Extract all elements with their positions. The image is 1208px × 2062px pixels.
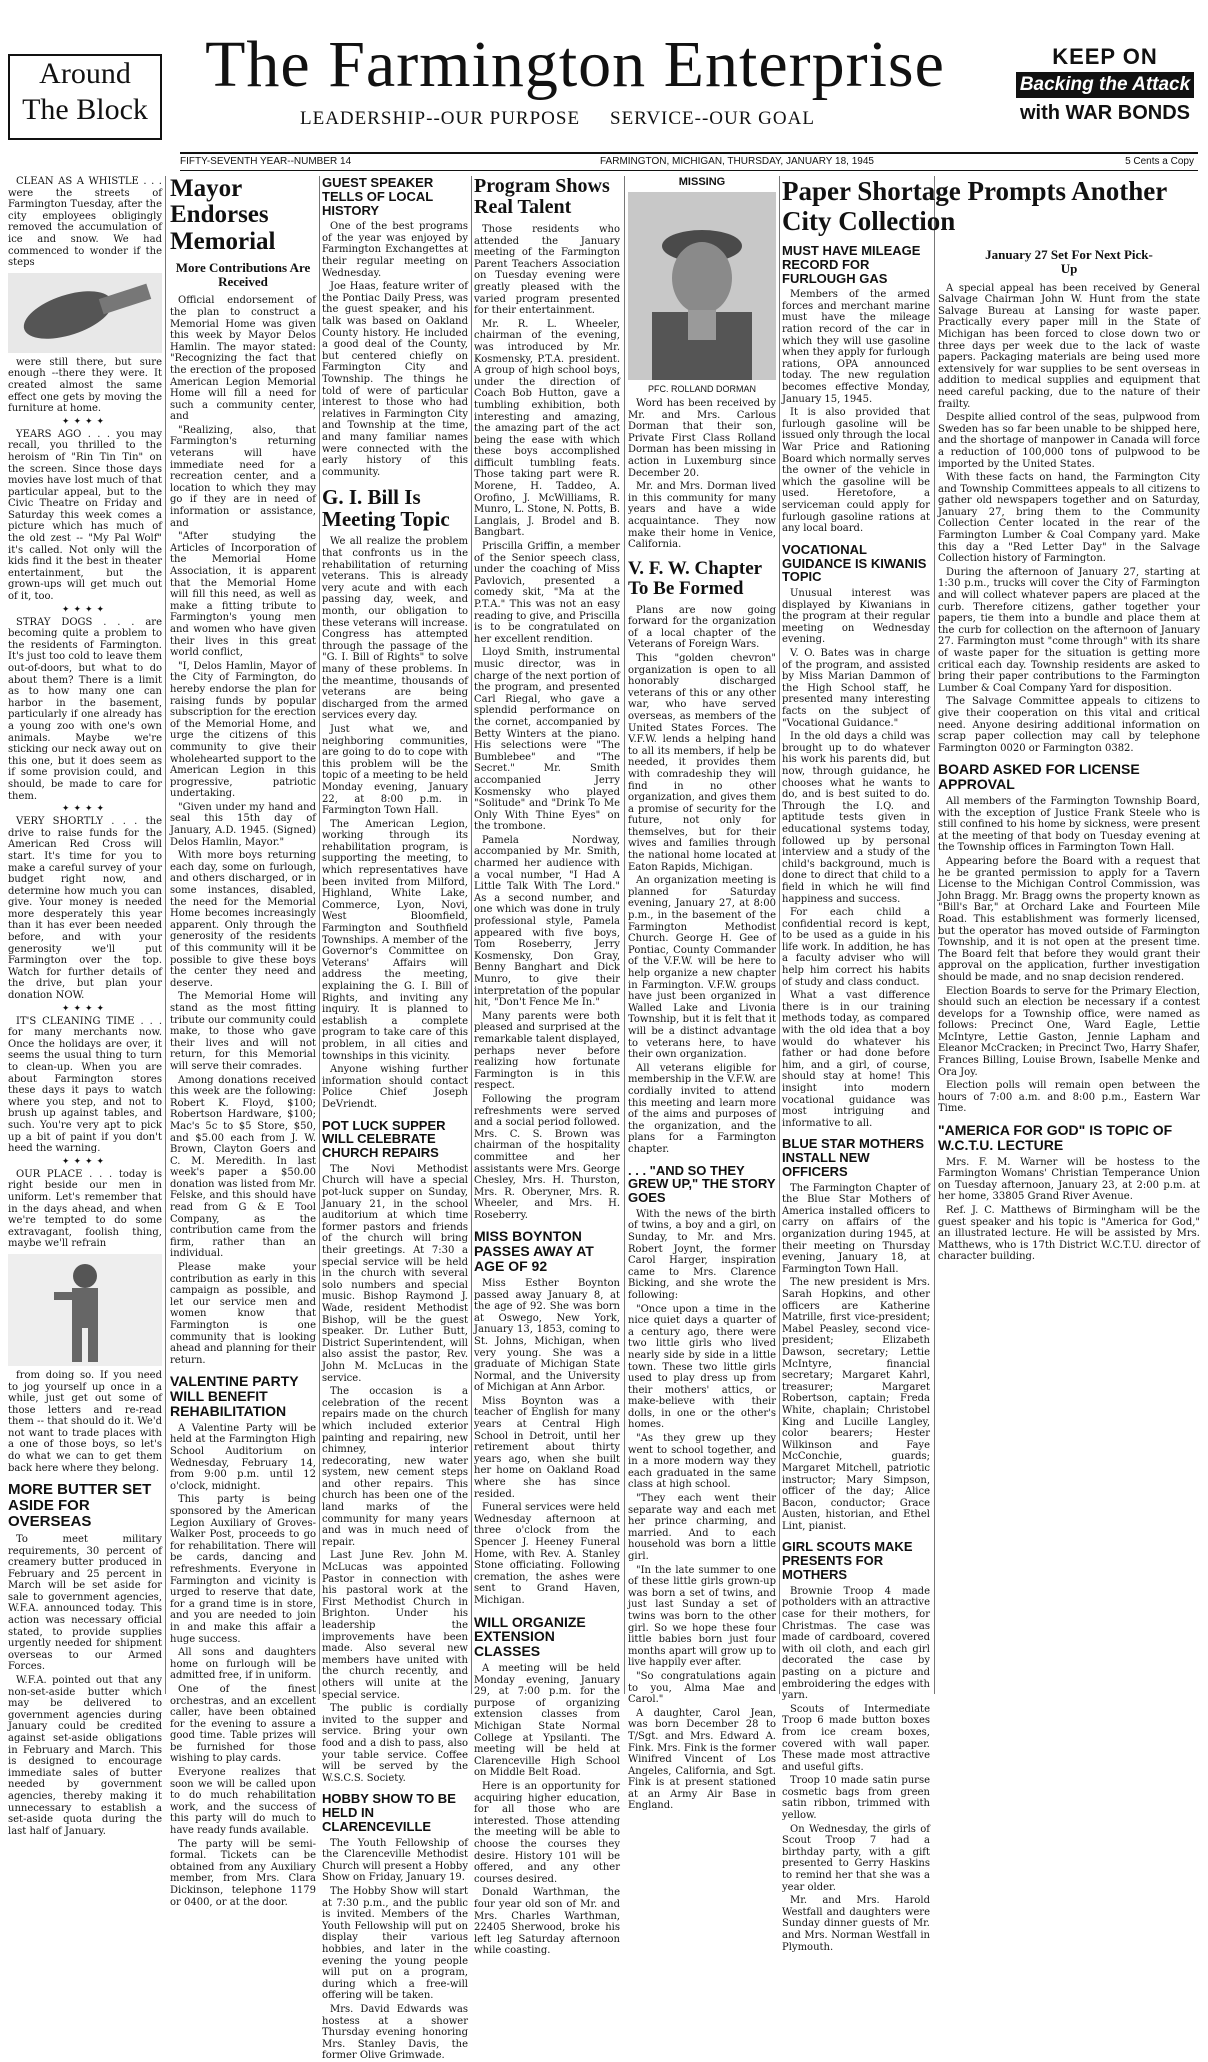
headline-girl-scouts: GIRL SCOUTS MAKE PRESENTS FOR MOTHERS [782,1539,913,1583]
soldier-illustration [8,1254,162,1366]
column-rule [471,176,472,1694]
wctu-paragraph: Mrs. F. M. Warner will be hostess to the Farmington Womans' Christian Temperance Union on Tuesday afternoon, January 23, at 2:00 p.m. at her home, 33805 Grand River Avenue. [938,1156,1200,1203]
around-item-cleaning: IT'S CLEANING TIME . . . for many merchants now. Once the holidays are over, it seems the usual thing to turn to clean-up. When you are about Farmington stores these days it pays to watch where you step, and not to brush up against tables, and such. You're very apt to pick up a bit of paint if you don't heed the warning. [8,1015,162,1155]
war-bonds-ear [1010,44,1200,142]
vfw-paragraph: All veterans eligible for membership in the V.F.W. are cordially invited to attend this meeting and learn more of the aims and purposes of the organization, and the plans for a Farmington chapter. [628,1062,776,1155]
dorman-paragraph: Word has been received by Mr. and Mrs. Carlous Dorman that their son, Private First Class Rolland Dorman has been missing in action in Luxemburg since December 20. [628,398,776,479]
grew-up-paragraph: With the news of the birth of twins, a boy and a girl, on Sunday, to Mr. and Mrs. Robert Joynt, the former Carol Harger, inspiration came to Mrs. Clarence Bicking, and she wrote the following: [628,1208,776,1301]
program-paragraph: Mr. R. L. Wheeler, chairman of the evening, was introduced by Mr. Kosmensky, P.T.A. president. A group of high school boys, under the direction of Coach Bob Hutton, gave a tumbling exhibition, both interesting and amazing, the amazing part of the act being the ease with which these boys accomplished difficult tumbling feats. Those taking part were R. Morene, H. Taddeo, A. Orofino, J. McWilliams, R. Munro, L. Stone, N. Potts, B. Langlais, J. Brodel and B. Bangbart. [474,318,620,539]
headline-more-butter: MORE BUTTER SET ASIDE FOR OVERSEAS [8,1481,152,1531]
divider-stars: ✦✦✦✦ [61,416,109,427]
headline-gi-bill: G. I. Bill Is Meeting Topic [322,485,450,532]
headline-board-license: BOARD ASKED FOR LICENSE APPROVAL [938,761,1140,793]
headline-pot-luck: POT LUCK SUPPER WILL CELEBRATE CHURCH REPAIRS [322,1117,446,1161]
whistle-icon [8,273,162,353]
column-missing-vfw [628,176,776,1812]
headline-paper-shortage: Paper Shortage Prompts Another City Collection [782,176,1167,236]
column-mileage-kiwanis [782,243,930,1953]
program-paragraph: Priscilla Griffin, a member of the Senior speech class, under the coaching of Miss Pavlovich, presented a comedy skit, "Ma at the P.T.A." This was not an easy reading to give, and Priscilla is to be congratulated on her excellent rendition. [474,541,621,645]
dateline-center: FARMINGTON, MICHIGAN, THURSDAY, JANUARY 18, 1945 [600,156,874,167]
headline-vfw-chapter: V. F. W. Chapter To Be Formed [628,557,762,599]
pot-luck-paragraph: Last June Rev. John M. McLucas was appointed Pastor in connection with his pastoral work at the First Methodist Church in Brighton. Under his leadership the improvements have been made. Also several new members have united with the church recently, and others will unite at the special service. [322,1550,468,1701]
headline-valentine-party: VALENTINE PARTY WILL BENEFIT REHABILITATION [170,1373,299,1420]
gi-bill-paragraph: Just what we, and neighboring communities, are going to do to cope with this problem will be the topic of a meeting to be held Monday evening, January 22, at 8:00 p.m. in Farmington Town Hall. [322,723,468,817]
column-rule [165,176,166,1694]
soldier-icon [8,1254,162,1366]
divider-stars: ✦✦✦✦ [61,804,109,815]
girl-scouts-paragraph: Brownie Troop 4 made potholders with an attractive case for their mothers, for Christmas. The case was made of cardboard, covered with oil cloth, and each girl decorated the case by pasting on a picture and embroidering the edges with yarn. [782,1585,930,1702]
mileage-paragraph: Members of the armed forces and merchant marine must have the mileage ration record of the car in which they will use gasoline when they apply for furlough rations, OPA announced today. The new regulation becomes effective Monday, January 15, 1945. [782,289,930,405]
valentine-paragraph: All sons and daughters home on furlough will be admitted free, if in uniform. [170,1647,316,1682]
motto-right: SERVICE--OUR GOAL [610,108,815,129]
program-paragraph: Lloyd Smith, instrumental music director, was in charge of the next portion of the program, and presented Carl Riegal, who gave a splendid performance on the cornet, accompanied by Betty Winters at the piano. His selections were "The Bumblebee" and "The Secret." Mr. Smith accompanied Jerry Kosmensky who played "Solitude" and "Drink To Me Only With Thine Eyes" on the trombone. [474,647,620,833]
paper-paragraph: With these facts on hand, the Farmington City and Township Committees appeals to all citizens to gather old newspapers together and on Saturday, January 27, bring them to the Community Collection Center located in the rear of the Farmington Lumber & Coal Company yard. Make this day a "Red Letter Day" in the Salvage Collection history of Farmington. [938,472,1200,565]
girl-scouts-paragraph: Troop 10 made satin purse cosmetic bags from green satin ribbon, trimmed with yellow. [782,1775,930,1822]
kiwanis-paragraph: What a vast difference there is in our training methods today, as compared with the old idea that a boy would do whatever his father or had done before him, and a girl, of course, should stay at home! This insight into modern vocational guidance was most intriguing and informative to all. [782,990,930,1129]
gi-bill-paragraph: We all realize the problem that confronts us in the rehabilitation of returning veterans. This is already very acute and with each passing day, week, and month, our obligation to these veterans will increase. Congress has attempted through the passage of the "G. I. Bill of Rights" to solve many of these problems. In the meantime, thousands of veterans are being discharged from the armed services every day. [322,536,468,722]
around-item-red-cross: VERY SHORTLY . . . the drive to raise funds for the American Red Cross will start. It's time for you to make a careful survey of your budget right now, and determine how much you can give. Your money is needed more desperately this year than it has ever been needed before, and with your generosity we'll put Farmington over the top. Watch for further details of the drive, but plan your donation NOW. [8,816,162,1002]
extension-paragraph: Donald Warthman, the four year old son of Mr. and Mrs. Charles Warthman, 22405 Sherwood, broke his left leg Saturday afternoon while coasting. [474,1887,620,1957]
newspaper-title: The Farmington Enterprise [205,28,945,101]
column-rule [624,176,625,1694]
around-item-stray-dogs: STRAY DOGS . . . are becoming quite a problem to the residents of Farmington. It's just too cold to leave them out-of-doors, but what to do about them? There is a limit as to how many one can harbor in the basement, particularly if one already has a young zoo with one's own animals. Maybe we're sticking our neck away out on this one, but it does seem as if some provision could, and should, be made to care for them. [8,616,162,802]
headline-grew-up: . . . "AND SO THEY GREW UP," THE STORY GOES [628,1162,776,1206]
headline-vocational-guidance: VOCATIONAL GUIDANCE IS KIWANIS TOPIC [782,541,927,585]
around-item-steps: were still there, but sure enough --there they were. It created almost the same effect one gets by moving the furniture at home. [8,356,162,415]
program-paragraph: Many parents were both pleased and surprised at the remarkable talent displayed, perhaps never before realizing how fortunate Farmington is in this respect. [474,1010,620,1092]
around-item-clean: CLEAN AS A WHISTLE . . . were the streets of Farmington Tuesday, after the city employees obligingly removed the accumulation of ice and snow. We had commenced to wonder if the steps [8,176,162,269]
vfw-paragraph: This "golden chevron" organization is open to all honorably discharged veterans of this or any other war, who have served overseas, as members of the United States Forces. The V.F.W. lends a helping hand to all its members, if help be needed, it provides them with comradeship they will find in no other organization, and gives them a promise of security for the future, not only for themselves, but for their wives and families through the national home located at Eaton Rapids, Michigan. [628,652,776,873]
kiwanis-paragraph: V. O. Bates was in charge of the program, and assisted by Miss Marian Dammon of the High School staff, he presented many interesting facts on the subject of "Vocational Guidance." [782,648,930,729]
around-item-our-place: OUR PLACE . . . today is right beside our men in uniform. Let's remember that in the days ahead, and when we're tempted to do some extravagant, foolish thing, maybe we'll refrain [8,1168,162,1250]
memorial-paragraph: "Realizing, also, that Farmington's returning veterans will have immediate need for a recreation center, and a location to which they may go if they are in need of information or assistance, and [170,424,316,529]
memorial-paragraph: The Memorial Home will stand as the most fitting tribute our community could make, to those who gave their lives and will not return, for this Memorial will serve their comrades. [170,991,316,1072]
whistle-illustration [8,273,162,353]
hobby-paragraph: Mrs. David Edwards was hostess at a shower Thursday evening honoring Mrs. Stanley Davis, the former Olive Grimwade. [322,2003,468,2062]
ear-line-1: KEEP ON [1052,44,1158,69]
masthead [0,0,1208,160]
column-mayor-memorial [170,175,316,1908]
column-rule [934,176,935,1694]
headline-mileage-record: MUST HAVE MILEAGE RECORD FOR FURLOUGH GAS [782,243,921,286]
girl-scouts-paragraph: Scouts of Intermediate Troop 6 made button boxes from ice cream boxes, covered with wall paper. These made most attractive and useful gifts. [782,1703,930,1773]
around-item-years-ago: YEARS AGO . . . you may recall, you thrilled to the heroism of "Rin Tin Tin" on the screen. Since those days movies have lost much of that particular appeal, but to the Civic Theatre on Friday and Saturday this week comes a picture which has much of the old zest -- "My Pal Wolf" it's called. Not only will the kids find it the best in theater entertainment, but the grown-ups will get much out of it, too. [8,428,162,603]
valentine-paragraph: This party is being sponsored by the American Legion Auxiliary of Groves-Walker Post, proceeds to go for rehabilitation. There will be cards, dancing and refreshments. Everyone in Farmington and vicinity is urged to reserve that date, for a grand time is in store, and you are needed to join in and make this affair a huge success. [170,1494,316,1645]
memorial-paragraph: "After studying the Articles of Incorporation of the Memorial Home Association, it is apparent that the Memorial Home will fill this need, as well as make a fitting tribute to Farmington's young men and women who have given their lives in this great world conflict, [170,531,316,659]
memorial-paragraph: "Given under my hand and seal this 15th day of January, A.D. 1945. (Signed) Delos Hamlin, Mayor." [170,801,316,848]
paper-paragraph: A special appeal has been received by General Salvage Chairman John W. Hunt from the state Salvage Bureau at Lansing for waste paper. Practically every paper mill in the State of Michigan has been forced to close down two or three days per week due to the lack of waste papers. Packaging materials are being used more extensively for war supplies to be sent overseas in addition to medical supplies and equipment that need careful packing, due to the nature of their frailty. [938,282,1200,410]
gi-bill-paragraph: Anyone wishing further information should contact Police Chief Joseph DeVriendt. [322,1064,468,1110]
around-the-block-box [8,54,162,140]
pot-luck-paragraph: The occasion is a celebration of the recent repairs made on the church which included exterior painting and repairing, new chimney, interior redecorating, new water system, new cement steps and other repairs. This church has been one of the land marks of the community for many years and was in much need of repair. [322,1386,468,1548]
divider-stars: ✦✦✦✦ [61,604,109,615]
program-paragraph: Following the program refreshments were served and a social period followed. Mrs. C. S. Brown was chairman of the hospitality committee and her assistants were Mrs. George Chesley, Mrs. H. Thurston, Mrs. R. Oberyner, Mrs. R. Wheeler, and Mrs. H. Roseberry. [474,1093,620,1221]
headline-extension-classes: WILL ORGANIZE EXTENSION CLASSES [474,1613,586,1660]
column-program-talent [474,175,621,1957]
blue-star-paragraph: The Farmington Chapter of the Blue Star Mothers of America installed officers to carry on affairs of the organization during 1945, at their meeting on Thursday evening, January 18, at Farmington Town Hall. [782,1182,930,1275]
dateline [180,152,1198,171]
butter-paragraph-1: To meet military requirements, 30 percent of creamery butter produced in February and 25 percent in March will be set aside for sale to government agencies, W.F.A. announced today. This action was necessary official stated, to provide supplies urgently needed for shipment overseas to our Armed Forces. [8,1533,162,1673]
board-paragraph: Election polls will remain open between the hours of 7:00 a.m. and 8:00 p.m., Eastern War Time. [938,1080,1200,1115]
grew-up-paragraph: "Once upon a time in the nice quiet days a quarter of a century ago, there were two little girls who lived nearly side by side in a little town. These two little girls used to play dress up from their mothers' attics, or make-believe with their dolls, in one or the other's homes. [628,1303,776,1431]
divider-stars: ✦✦✦✦ [61,1156,109,1167]
program-paragraph: Those residents who attended the January meeting of the Farmington Parent Teachers Association on Tuesday evening were greatly pleased with the varied program presented for their entertainment. [474,224,620,317]
dateline-right: 5 Cents a Copy [1125,156,1194,167]
headline-america-for-god: "AMERICA FOR GOD" IS TOPIC OF W.C.T.U. LECTURE [938,1122,1173,1153]
program-paragraph: Pamela Nordway, accompanied by Mr. Smith, charmed her audience with a vocal number, "I Had A Little Talk With The Lord." As a second number, and one which was done in truly professional style, Pamela appeared with five boys, Tom Roseberry, Jerry Kosmensky, Don Gray, Benny Banghart and Dick Munro, to give their interpretation of the popular hit, "Don't Fence Me In." [474,834,620,1009]
memorial-paragraph: Official endorsement of the plan to construct a Memorial Home was given this week by Mayor Delos Hamlin. The mayor stated: "Recognizing the fact that the erection of the proposed American Legion Memorial Home will fill a need for such a community center, and [170,295,316,423]
paper-paragraph: The Salvage Committee appeals to citizens to give their cooperation on this vital and critical need. Anyone desiring additional information on scrap paper collection may call by telephone Farmington 0020 or Farmington 0382. [938,696,1200,754]
memorial-paragraph: Please make your contribution as early in this campaign as possible, and let our service men and women know that Farmington is one community that is looking ahead and planning for their return. [170,1262,316,1366]
hobby-paragraph: The Youth Fellowship of the Clarenceville Methodist Church will present a Hobby Show on Friday, January 19. [322,1837,468,1884]
subhead-next-pickup: January 27 Set For Next Pick-Up [985,247,1153,277]
dateline-left: FIFTY-SEVENTH YEAR--NUMBER 14 [180,156,352,167]
portrait-icon [628,192,776,380]
paper-shortage-banner [782,176,1200,236]
valentine-paragraph: One of the finest orchestras, and an excellent caller, have been obtained for the evening to assure a good time. Table prizes will be furnished for those wishing to play cards. [170,1683,316,1765]
headline-mayor-endorses: Mayor Endorses Memorial [170,175,276,255]
hobby-paragraph: The Hobby Show will start at 7:30 p.m., and the public is invited. Members of the Youth Fellowship will put on display their various hobbies, and later in the evening the young people will put on a program, during which a free-will offering will be taken. [322,1885,468,2002]
pot-luck-paragraph: The public is cordially invited to the supper and service. Bring your own food and a dish to pass, also your table service. Coffee will be served by the W.S.C.S. Society. [322,1703,468,1784]
photo-caption: PFC. ROLLAND DORMAN [647,384,756,394]
column-around-the-block [8,176,162,1837]
kiwanis-paragraph: In the old days a child was brought up to do whatever his work his parents did, but now, through guidance, he chooses what he wants to do, and is best suited to do. Through the I.Q. and aptitude tests given in educational systems today, followed up by personal interview and a study of the child's background, much is done to direct that child to a field in which he will find happiness and success. [782,731,930,905]
column-local-history [322,175,468,2062]
kiwanis-paragraph: For each child a confidential record is kept, to be used as a guide in his life work. In addition, he has a faculty adviser who will help him correct his habits of study and class conduct. [782,907,930,988]
memorial-paragraph: Among donations received this week are the following: Robert K. Floyd, $100; Robertson Hardware, $100; Mac's 5c to $5 Store, $50, and $5.00 each from J. W. Brown, Clayton Goers and C. M. Meredith. In last week's paper a $50.00 donation was listed from Mr. Felske, and this should have read from G & E Tool Company, as the contribution came from the firm, rather than an individual. [170,1074,316,1260]
around-title-line-1: Around [39,57,131,90]
valentine-paragraph: The party will be semi-formal. Tickets can be obtained from any Auxiliary member, from Mrs. Clara Dickinson, telephone 1179 or 0400, or at the door. [170,1838,316,1908]
headline-hobby-show: HOBBY SHOW TO BE HELD IN CLARENCEVILLE [322,1791,456,1834]
paper-paragraph: During the afternoon of January 27, starting at 1:30 p.m., trucks will cover the City of Farmington and will collect whatever papers are placed at the curb. Therefore citizens, gather together your papers, tie them into a bundle and place them at the curb for collection on the afternoon of January 27. Farmington must "come through" with its share of waste paper for the situation is getting more critical each day. Township residents are asked to bring their paper contributions to the Farmington Lumber & Coal Company Yard for disposition. [938,566,1200,694]
vfw-paragraph: An organization meeting is planned for Saturday evening, January 27, at 8:00 p.m., in the basement of the Farmington Methodist Church. George H. Gee of Pontiac, County Commander of the V.F.W. will be here to help organize a new chapter in Farmington. V.F.W. groups have just been organized in Walled Lake and Livonia Township, but it is felt that it will be a distinct advantage to veterans here, to have their own organization. [628,875,776,1061]
grew-up-paragraph: "So congratulations again to you, Alma Mae and Carol." [628,1670,776,1706]
grew-up-paragraph: "In the late summer to one of these little girls grown-up was born a set of twins, and just last Sunday a set of twins was born to the other girl. So we hope these four little babies born just four months apart will grow up to live happily ever after. [628,1564,776,1669]
board-paragraph: Election Boards to serve for the Primary Election, should such an election be necessary if a contest develops for a Township office, were named as follows: Precinct One, Ward Eagle, Lettie McIntyre, Lettie Gaston, Jennie Lapham and Eleanor McCracken; in Precinct Two, Harry Shafer, Frances Billing, Louise Brown, Isabelle Menke and Ora Joy. [938,985,1200,1078]
history-paragraph: Joe Haas, feature writer of the Pontiac Daily Press, was the guest speaker, and his talk was based on Oakland County history. He included a good deal of the County, but centered chiefly on Farmington City and Township. The things he told of were of particular interest to those who had relatives in Farmington City and Township at the time, and many familiar names were connected with the early history of this community. [322,281,468,478]
divider-stars: ✦✦✦✦ [61,1003,109,1014]
grew-up-paragraph: A daughter, Carol Jean, was born December 28 to T/Sgt. and Mrs. Edward A. Fink. Mrs. Fink is the former Winifred Vincent of Los Angeles, California, and Sgt. Fink is at present stationed at an Army Air Base in England. [628,1707,776,1812]
grew-up-paragraph: "They each went their separate way and each met her prince charming, and married. And to each household was born a little girl. [628,1493,776,1563]
missing-label: MISSING [678,176,726,188]
memorial-paragraph: "I, Delos Hamlin, Mayor of the City of Farmington, do hereby endorse the plan for raising funds by popular subscription for the erection of the Memorial Home, and urge the citizens of this community to give their wholehearted support to the American Legion in this progressive, patriotic undertaking. [170,660,316,800]
headline-blue-star-mothers: BLUE STAR MOTHERS INSTALL NEW OFFICERS [782,1136,925,1179]
butter-paragraph-2: W.F.A. pointed out that any non-set-aside butter which may be delivered to government agencies during January could be credited against set-aside obligations in February and March. This is designed to encourage immediate sales of butter needed by government agencies, thereby making it unnecessary to establish a set-aside quota during the last half of January. [8,1675,162,1837]
ear-line-2: Backing the Attack [1016,72,1194,98]
girl-scouts-paragraph: Mr. and Mrs. Harold Westfall and daughters were Sunday dinner guests of Mr. and Mrs. Norman Westfall in Plymouth. [782,1895,930,1953]
mileage-paragraph: It is also provided that furlough gasoline will be issued only through the local War Price and Rationing Board which normally serves the owner of the vehicle in which the gasoline will be used. Heretofore, a serviceman could apply for furlough gasoline rations at any local board. [782,407,930,535]
dorman-paragraph: Mr. and Mrs. Dorman lived in this community for many years and have a wide acquaintance. They now make their home in Venice, California. [628,481,776,551]
kiwanis-paragraph: Unusual interest was displayed by Kiwanians in the program at their regular meeting on Wednesday evening. [782,588,930,646]
gi-bill-paragraph: The American Legion, working through its rehabilitation program, is supporting the meeting, to which representatives have been invited from Milford, Highland, White Lake, Commerce, Lyon, Novi, West Bloomfield, Farmington and Southfield Townships. A member of the Governor's Committee on Veterans' Affairs will address the meeting, explaining the G. I. Bill of Rights, and inviting any inquiry. It is planned to establish a complete program to take care of this problem, in all cities and townships in this vicinity. [322,818,468,1062]
pot-luck-paragraph: The Novi Methodist Church will have a special pot-luck supper on Sunday, January 21, in the school auditorium at which time former pastors and friends of the church will bring their greetings. At 7:30 a special service will be held in the church with several solo numbers and special music. Bishop Raymond J. Wade, resident Methodist Bishop, will be the guest speaker. Dr. Luther Butt, District Superintendent, will also assist the pastor, Rev. John M. McLucas in the service. [322,1163,468,1384]
valentine-paragraph: Everyone realizes that soon we will be called upon to do much rehabilitation work, and the success of this party will do much to have ready funds available. [170,1767,316,1837]
column-rule [319,176,320,1694]
boynton-paragraph: Miss Boynton was a teacher of English for many years at Central High School in Detroit, until her retirement about thirty years ago, when she built her home on Oakland Road where she has since resided. [474,1395,620,1500]
blue-star-paragraph: The new president is Mrs. Sarah Hopkins, and other officers are Katherine Matrille, first vice-president; Mabel Peasley, second vice-president; Elizabeth Dawson, secretary; Lettie McIntyre, financial secretary; Margaret Kahrl, treasurer; Margaret Robertson, captain; Freda White, chaplain; Christobel King and Lucille Langley, color bearers; Hester Wilkinson and Faye McConchie, guards; Margaret Mitchell, patriotic instructor; Mary Simpson, officer of the day; Alice Bacon, conductor; Grace Austen, historian, and Ethel Lint, pianist. [782,1277,930,1532]
paper-paragraph: Despite allied control of the seas, pulpwood from Sweden has so far been unable to be shipped here, and the shortage of manpower in Canada will force a reduction of 100,000 tons of pulpwood to be imported by the United States. [938,412,1200,470]
headline-miss-boynton: MISS BOYNTON PASSES AWAY AT AGE OF 92 [474,1228,594,1275]
ear-line-3: with WAR BONDS [1020,102,1190,124]
column-rule [779,176,780,1694]
extension-paragraph: Here is an opportunity for acquiring higher education, for all those who are interested. Those attending the meeting will be able to choose the courses they desire. History 101 will be offered, and any other courses desired. [474,1781,620,1885]
board-paragraph: Appearing before the Board with a request that he be granted permission to apply for a Tavern License to the Michigan Control Commission, was John Bragg. Mr. Bragg owns the property known as "Bill's Bar," at Orchard Lake and Fourteen Mile Road. This establishment was formerly licensed, but the operator has moved outside of Farmington Township, and it is not open at the present time. The Board felt that before they would grant their approval on the application, further investigation should be made, and no snap decision rendered. [938,855,1200,983]
column-paper-collection [938,244,1200,1694]
history-paragraph: One of the best programs of the year was enjoyed by Farmington Exchangettes at their regular meeting on Wednesday. [322,221,468,279]
valentine-paragraph: A Valentine Party will be held at the Farmington High School Auditorium on Wednesday, February 14, from 9:00 p.m. until 12 o'clock, midnight. [170,1422,316,1492]
girl-scouts-paragraph: On Wednesday, the girls of Scout Troop 7 had a birthday party, with a gift presented to Gerry Haskins to remind her that she was a year older. [782,1823,930,1893]
motto-left: LEADERSHIP--OUR PURPOSE [300,108,581,129]
grew-up-paragraph: "As they grew up they went to school together, and in a more modern way they each graduated in the same class at high school. [628,1433,776,1491]
boynton-paragraph: Funeral services were held Wednesday afternoon at three o'clock from the Spencer J. Heeney Funeral Home, with Rev. A. Stanley Stone officiating. Following cremation, the ashes were sent to Grand Haven, Michigan. [474,1502,620,1606]
board-paragraph: All members of the Farmington Township Board, with the exception of Justice Frank Steele who is still confined to his home by sickness, were present at the meeting of that body on Tuesday evening at the Township offices in Farmington Town Hall. [938,796,1200,854]
dorman-photo [628,192,776,380]
wctu-paragraph: Ref. J. C. Matthews of Birmingham will be the guest speaker and his topic is "America for God," an illustrated lecture. He will be assisted by Mrs. Matthews, who is 17th District W.C.T.U. director of character building. [938,1205,1200,1263]
headline-program-shows: Program Shows Real Talent [474,175,610,218]
extension-paragraph: A meeting will be held Monday evening, January 29, at 7:00 p.m. for the purpose of organizing extension classes from Michigan State Normal College at Ypsilanti. The meeting will be held at Clarenceville High School on Middle Belt Road. [474,1663,620,1779]
boynton-paragraph: Miss Esther Boynton passed away January 8, at the age of 92. She was born at Oswego, New York, January 13, 1853, coming to St. Johns, Michigan, when very young. She was a graduate of Michigan State Normal, and the University of Michigan at Ann Arbor. [474,1277,620,1394]
headline-guest-speaker: GUEST SPEAKER TELLS OF LOCAL HISTORY [322,175,434,218]
around-title-line-2: The Block [22,93,148,126]
vfw-paragraph: Plans are now going forward for the organization of a local chapter of the Veterans of Foreign Wars. [628,604,776,651]
memorial-paragraph: With more boys returning each day, some on furlough, and others discharged, or in some instances, disabled, the need for the Memorial Home becomes increasingly apparent. Only through the generosity of the residents of this community will it be possible to give these boys the center they need and deserve. [170,850,316,989]
around-item-letters: from doing so. If you need to jog yourself up once in a while, just get out some of those letters and re-read them -- that should do it. We'd not want to trade places with a one of those boys, so let's do what we can to get them back here where they belong. [8,1369,162,1474]
subhead-contributions: More Contributions Are Received [175,259,311,290]
